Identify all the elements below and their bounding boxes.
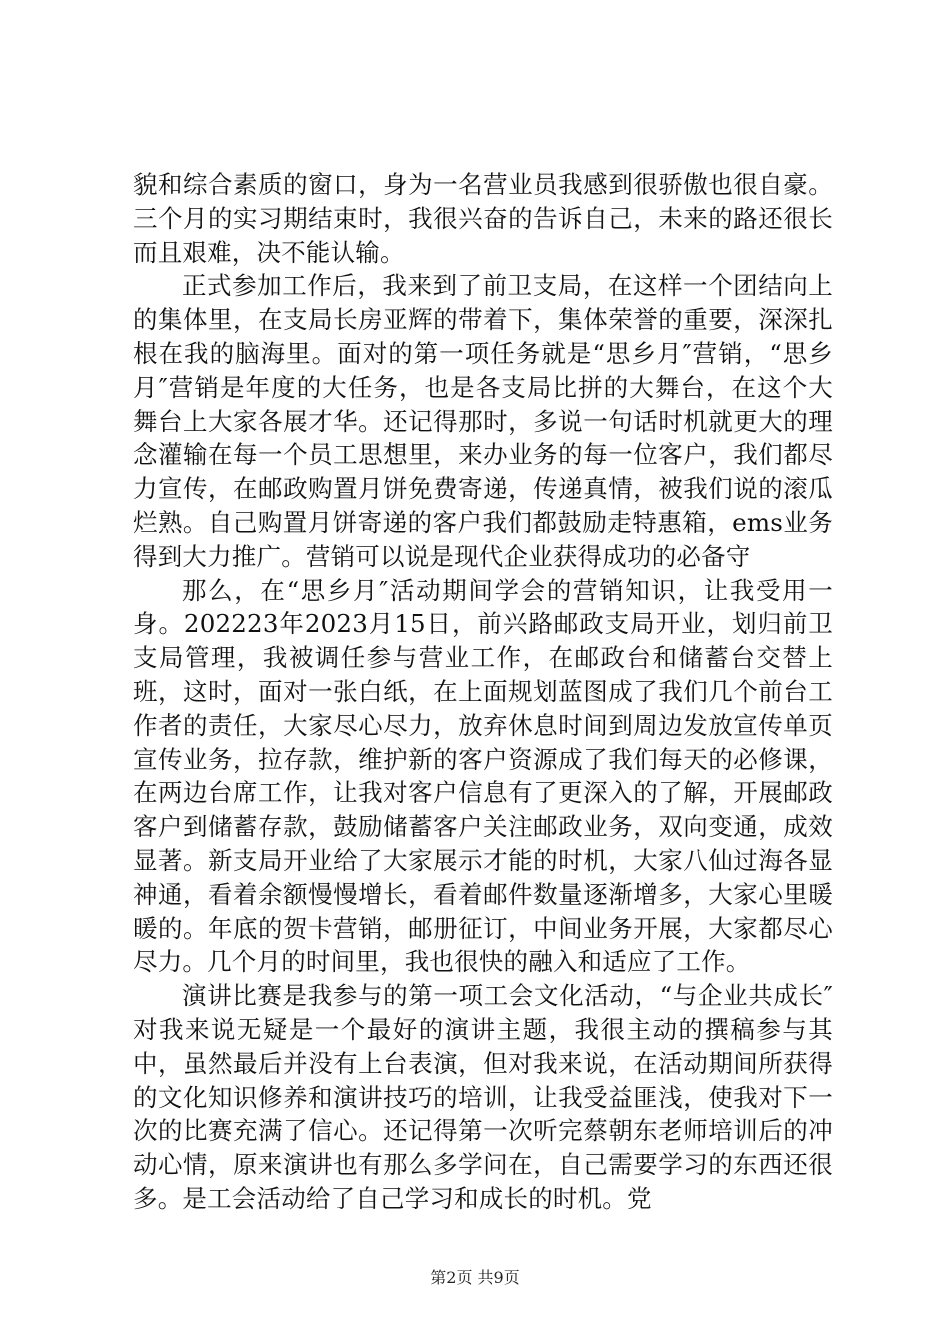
paragraph-2: 正式参加工作后，我来到了前卫支局，在这样一个团结向上的集体里，在支局长房亚辉的带着下，集体荣誉的重要，深深扎根在我的脑海里。面对的第一项任务就是“思乡月″营销，“思乡月″营销是年度的大任务，也是各支局比拼的大舞台，在这个大舞台上大家各展才华。还记得那时，多说一句话时机就更大的理念灌输在每一个员工思想里，来办业务的每一位客户，我们都尽力宣传，在邮政购置月饼免费寄递，传递真情，被我们说的滚瓜烂熟。自己购置月饼寄递的客户我们都鼓励走特惠箱，ems业务得到大力推广。营销可以说是现代企业获得成功的必备守 [133, 271, 833, 571]
paragraph-4: 演讲比赛是我参与的第一项工会文化活动，“与企业共成长″对我来说无疑是一个最好的演讲主题，我很主动的撰稿参与其中，虽然最后并没有上台表演，但对我来说，在活动期间所获得的文化知识修养和演讲技巧的培训，让我受益匪浅，使我对下一次的比赛充满了信心。还记得第一次听完蔡朝东老师培训后的冲动心情，原来演讲也有那么多学问在，自己需要学习的东西还很多。是工会活动给了自己学习和成长的时机。党 [133, 981, 833, 1213]
paragraph-1: 貌和综合素质的窗口，身为一名营业员我感到很骄傲也很自豪。三个月的实习期结束时，我很兴奋的告诉自己，未来的路还很长而且艰难，决不能认输。 [133, 170, 833, 267]
page-footer: 第2页 共9页 [430, 1268, 520, 1287]
document-body [133, 168, 833, 1216]
paragraph-3: 那么，在“思乡月″活动期间学会的营销知识，让我受用一身。202223年2023月15日，前兴路邮政支局开业，划归前卫支局管理，我被调任参与营业工作，在邮政台和储蓄台交替上班，这时，面对一张白纸，在上面规划蓝图成了我们几个前台工作者的责任，大家尽心尽力，放弃休息时间到周边发放宣传单页宣传业务，拉存款，维护新的客户资源成了我们每天的必修课，在两边台席工作，让我对客户信息有了更深入的了解，开展邮政客户到储蓄存款，鼓励储蓄客户关注邮政业务，双向变通，成效显著。新支局开业给了大家展示才能的时机，大家八仙过海各显神通，看着余额慢慢增长，看着邮件数量逐渐增多，大家心里暖暖的。年底的贺卡营销，邮册征订，中间业务开展，大家都尽心尽力。几个月的时间里，我也很快的融入和适应了工作。 [133, 575, 833, 977]
